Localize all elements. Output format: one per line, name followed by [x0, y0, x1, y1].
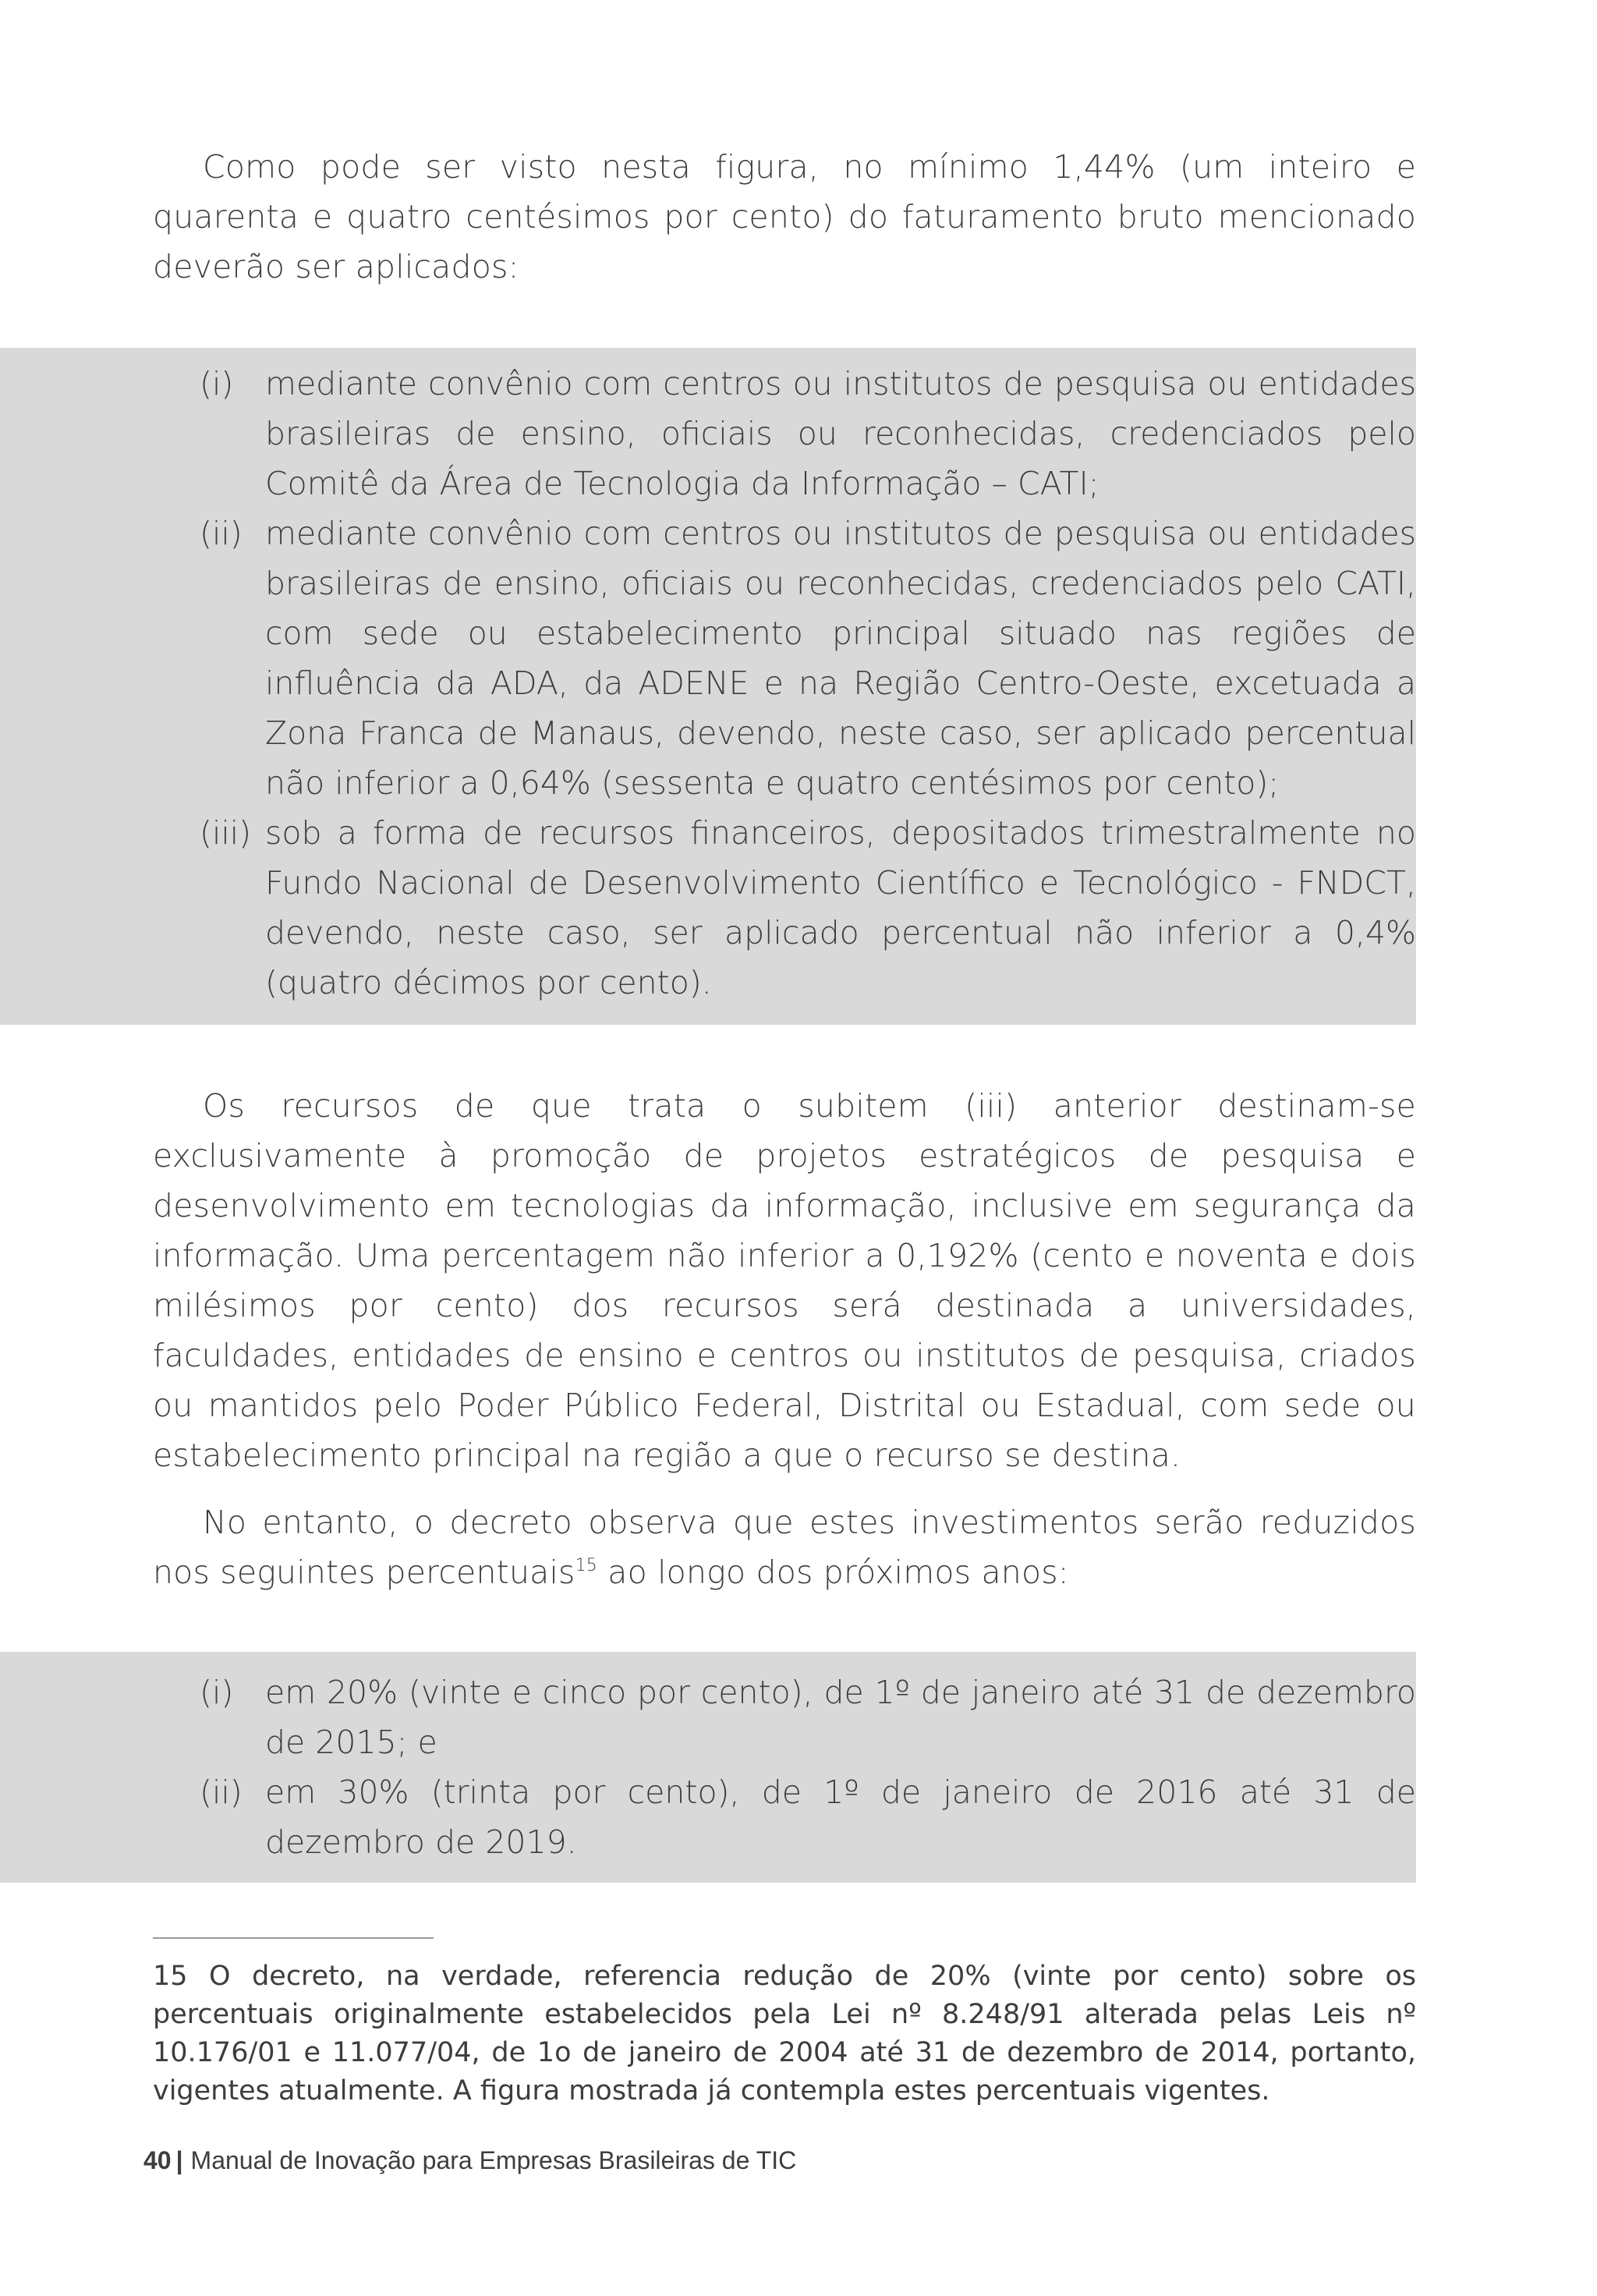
- footer-separator: |: [175, 2146, 183, 2174]
- resources-paragraph-text: Os recursos de que trata o subitem (iii) anterior destinam-se exclusivamente à promoção de projetos estratégicos de pesquisa e desenvolvimento em tecnologias da informação, inclusive em segurança da informação. Uma percentagem não inferior a 0,192% (cento e noventa e dois milésimos por cento) dos recursos será destinada a universidades, faculdades, entidades de ensino e centros ou institutos de pesquisa, criados ou mantidos pelo Poder Público Federal, Distrital ou Estadual, com sede ou estabelecimento principal na região a que o recurso se destina.: [153, 1087, 1416, 1474]
- list-item-text: em 20% (vinte e cinco por cento), de 1º de janeiro até 31 de dezembro de 2015; e: [265, 1674, 1416, 1761]
- publication-title: Manual de Inovação para Empresas Brasileiras de TIC: [190, 2146, 797, 2174]
- list-marker: (i): [200, 1674, 234, 1711]
- footnote: 15 O decreto, na verdade, referencia redução de 20% (vinte por cento) sobre os percentuais originalmente estabelecidos pela Lei nº 8.248/91 alterada pelas Leis nº 10.176/01 e 11.077/04, de 1o de janeiro de 2004 até 31 de dezembro de 2014, portanto, vigentes atualmente. A figura mostrada já contempla estes percentuais vigentes.: [153, 1961, 1416, 2106]
- footnote-divider: [153, 1937, 434, 1939]
- list-item-text: mediante convênio com centros ou institutos de pesquisa ou entidades brasileiras de ensino, oficiais ou reconhecidas, credenciados pelo CATI, com sede ou estabelecimento principal situado nas regiões de influência da ADA, da ADENE e na Região Centro-Oeste, excetuada a Zona Franca de Manaus, devendo, neste caso, ser aplicado percentual não inferior a 0,64% (sessenta e quatro centésimos por cento);: [265, 515, 1416, 802]
- application-list: [200, 359, 1416, 1008]
- footnote-reference[interactable]: 15: [575, 1556, 598, 1575]
- page-footer: [143, 2143, 796, 2177]
- page-number: 40: [143, 2146, 172, 2174]
- resources-paragraph: [153, 1081, 1416, 1480]
- list-item-text: em 30% (trinta por cento), de 1º de janeiro de 2016 até 31 de dezembro de 2019.: [265, 1773, 1416, 1861]
- list-item: [200, 808, 1416, 1008]
- list-item: [200, 359, 1416, 508]
- list-marker: (ii): [200, 1773, 243, 1811]
- list-item-text: mediante convênio com centros ou institutos de pesquisa ou entidades brasileiras de ensino, oficiais ou reconhecidas, credenciados pelo Comitê da Área de Tecnologia da Informação – CATI;: [265, 365, 1416, 502]
- list-marker: (ii): [200, 515, 243, 552]
- intro-paragraph: [153, 142, 1416, 292]
- list-marker: (i): [200, 365, 234, 402]
- list-item: [200, 1667, 1416, 1767]
- list-item: [200, 508, 1416, 808]
- reduction-paragraph-text: No entanto, o decreto observa que estes investimentos serão reduzidos nos seguintes percentuais: [153, 1504, 1416, 1591]
- list-item-text: sob a forma de recursos financeiros, depositados trimestralmente no Fundo Nacional de Desenvolvimento Científico e Tecnológico - FNDCT, devendo, neste caso, ser aplicado percentual não inferior a 0,4% (quatro décimos por cento).: [265, 814, 1416, 1001]
- reduction-list: [200, 1667, 1416, 1867]
- list-item: [200, 1767, 1416, 1867]
- intro-paragraph-text: Como pode ser visto nesta figura, no mínimo 1,44% (um inteiro e quarenta e quatro centésimos por cento) do faturamento bruto mencionado deverão ser aplicados:: [153, 148, 1416, 285]
- reduction-paragraph: [153, 1497, 1416, 1597]
- reduction-paragraph-tail: ao longo dos próximos anos:: [597, 1554, 1069, 1591]
- list-marker: (iii): [200, 814, 252, 852]
